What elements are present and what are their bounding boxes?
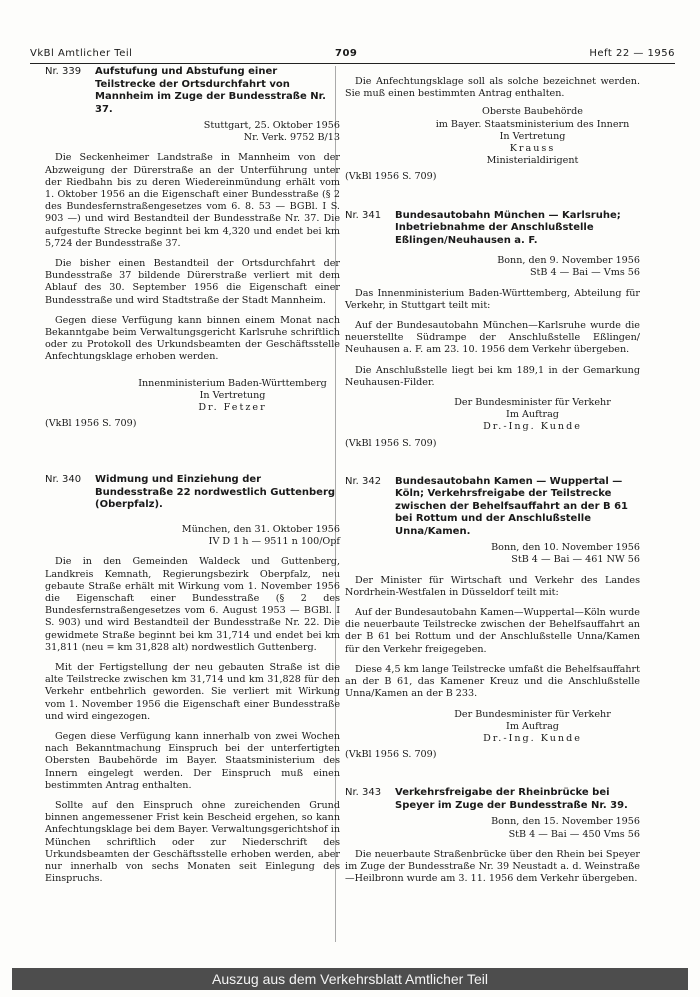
signature-name: Dr.-Ing. Kunde [483, 732, 582, 744]
article-number: Nr. 342 [345, 475, 382, 487]
article-339 [45, 66, 340, 430]
paragraph: Die Anfechtungsklage soll als solche bezeichnet werden. Sie muß einen bestimmten Antrag enthalten. [345, 76, 640, 100]
header-rule [30, 63, 675, 64]
article-number: Nr. 343 [345, 787, 382, 799]
header-journal: VkBl Amtlicher Teil [30, 48, 133, 59]
signature-capacity: Im Auftrag [506, 409, 559, 421]
paragraph: Gegen diese Verfügung kann innerhalb von zwei Wochen nach Bekanntmachung Einspruch bei der unterfertigten Obersten Baubehörde im Bayer. Staatsministerium des Innern eingelegt werden. Der Einspruch muß einen bestimmten Antrag enthalten. [45, 731, 340, 791]
paragraph: Sollte auf den Einspruch ohne zureichenden Grund binnen angemessener Frist kein Bescheid ergehen, so kann Anfechtungsklage bei dem Bayer. Verwaltungsgerichtshof in München schriftlich oder zur Niederschrift des Urkundsbeamten der Geschäftsstelle erhoben werden, aber nur innerhalb von sechs Monaten seit Einlegung des Einspruchs. [45, 800, 340, 885]
signature-authority: Oberste Baubehörde [482, 106, 583, 118]
article-heading [45, 474, 340, 512]
signature-capacity: In Vertretung [499, 130, 566, 142]
signature-capacity: In Vertretung [199, 389, 266, 401]
header-issue: Heft 22 — 1956 [589, 48, 675, 59]
signature-ministry: im Bayer. Staatsministerium des Innern [435, 118, 630, 130]
vkbl-citation: (VkBl 1956 S. 709) [45, 418, 137, 430]
vkbl-citation: (VkBl 1956 S. 709) [345, 171, 437, 183]
paragraph: Gegen diese Verfügung kann binnen einem Monat nach Bekanntgabe beim Verwaltungsgericht Karlsruhe schriftlich oder zu Protokoll des Urkundsbeamten der Geschäftsstelle Anfechtungsklage erhoben werden. [45, 314, 340, 363]
article-reference: IV D 1 h — 9511 n 100/Opf [208, 536, 340, 548]
paragraph: Auf der Bundesautobahn Kamen—Wuppertal—Köln wurde die neuerbaute Teilstrecke zwischen der Behelfsauffahrt an der B 61 bei Rottum und der Anschlußstelle Unna/Kamen für den Verkehr freigegeben. [345, 607, 640, 655]
article-place-date: Bonn, den 10. November 1956 [491, 542, 640, 554]
article-heading [345, 787, 640, 812]
signature-name: Krauss [509, 143, 556, 155]
right-column [345, 66, 640, 885]
page-header [30, 48, 675, 62]
article-reference: StB 4 — Bai — 461 NW 56 [511, 554, 640, 566]
article-reference: Nr. Verk. 9752 B/13 [243, 132, 340, 144]
article-place-date: Bonn, den 15. November 1956 [491, 816, 640, 828]
signature-name: Dr.-Ing. Kunde [483, 421, 582, 433]
article-title: Widmung und Einziehung der Bundesstraße 22 nordwestlich Guttenberg (Oberpfalz). [95, 474, 336, 511]
article-title: Bundesautobahn München — Karlsruhe; Inbetriebnahme der Anschlußstelle Eßlingen/Neuhausen a. F. [395, 209, 621, 246]
signature-authority: Der Bundesminister für Verkehr [454, 708, 611, 720]
paragraph: Die bisher einen Bestandteil der Ortsdurchfahrt der Bundesstraße 37 bildende Dürerstraße verliert mit dem Ablauf des 30. September 1956 die Eigenschaft einer Bundesstraße und wird Stadtstraße der Stadt Mannheim. [45, 258, 340, 306]
article-place-date: Stuttgart, 25. Oktober 1956 [203, 120, 340, 131]
article-heading [45, 66, 340, 116]
paragraph: Mit der Fertigstellung der neu gebauten Straße ist die alte Teilstrecke zwischen km 31,714 und km 31,828 für den Verkehr entbehrlich geworden. Sie verliert mit Wirkung vom 1. November 1956 die Eigenschaft einer Bundesstraße und wird eingezogen. [45, 662, 340, 722]
article-heading [345, 476, 640, 539]
paragraph: Die in den Gemeinden Waldeck und Guttenberg, Landkreis Kemnath, Regierungsbezirk Oberpfalz, neu gebaute Straße erhält mit Wirkung vom 1. November 1956 die Eigenschaft einer Bundesstraße (§ 2 des Bundesfernstraßengesetzes vom 6. August 1953 — BGBl. I S. 903) und wird Bestandteil der Bundesstraße Nr. 22. Die gewidmete Straße beginnt bei km 31,714 und endet bei km 31,811 (neu = km 31,828 alt) nordwestlich Guttenberg. [45, 556, 340, 653]
vkbl-citation: (VkBl 1956 S. 709) [345, 437, 437, 449]
signature-authority: Der Bundesminister für Verkehr [454, 396, 611, 408]
article-title: Bundesautobahn Kamen — Wuppertal — Köln; Verkehrsfreigabe der Teilstrecke zwischen der Behelfsauffahrt an der B 61 bei Rottum und der Anschlußstelle Unna/Kamen. [395, 475, 629, 537]
left-column [45, 66, 340, 885]
article-title: Verkehrsfreigabe der Rheinbrücke bei Speyer im Zuge der Bundesstraße Nr. 39. [395, 787, 628, 811]
article-341 [345, 210, 640, 450]
paragraph: Die neuerbaute Straßenbrücke über den Rhein bei Speyer im Zuge der Bundesstraße Nr. 39 Neustadt a. d. Weinstraße—Heilbronn wurde am 3. 11. 1956 dem Verkehr übergeben. [345, 848, 640, 885]
paragraph: Das Innenministerium Baden-Württemberg, Abteilung für Verkehr, in Stuttgart teilt mit: [345, 287, 640, 311]
paragraph: Diese 4,5 km lange Teilstrecke umfaßt die Behelfsauffahrt an der B 61, das Kamener Kreuz und die Anschlußstelle Unna/Kamen an der B 233. [345, 663, 640, 700]
signature-authority: Innenministerium Baden-Württemberg [138, 377, 327, 389]
paragraph: Die Seckenheimer Landstraße in Mannheim von der Abzweigung der Dürerstraße an der Unterführung unter der Riedbahn bis zu deren Wiedereinmündung erhält vom 1. Oktober 1956 an die Eigenschaft einer Bundesstraße (§ 2 des Bundesfernstraßengesetzes vom 6. 8. 53 — BGBl. I S. 903 —) und wird Bestandteil der Bundesstraße Nr. 37. Die aufgestufte Strecke beginnt bei km 4,320 und endet bei km 5,724 der Bundesstraße 37. [45, 152, 340, 249]
signature-capacity: Im Auftrag [506, 720, 559, 732]
footer-banner: Auszug aus dem Verkehrsblatt Amtlicher Teil [12, 968, 688, 990]
article-340-continued [345, 76, 640, 184]
paragraph: Der Minister für Wirtschaft und Verkehr des Landes Nordrhein-Westfalen in Düsseldorf teilt mit: [345, 574, 640, 598]
page-number: 709 [335, 48, 358, 59]
signature-name: Dr. Fetzer [198, 402, 267, 414]
article-reference: StB 4 — Bai — Vms 56 [529, 267, 640, 279]
article-title: Aufstufung und Abstufung einer Teilstrecke der Ortsdurchfahrt von Mannheim im Zuge der Bundesstraße Nr. 37. [95, 66, 326, 115]
article-reference: StB 4 — Bai — 450 Vms 56 [508, 828, 640, 840]
article-342 [345, 476, 640, 762]
vkbl-citation: (VkBl 1956 S. 709) [345, 749, 437, 761]
article-number: Nr. 341 [345, 209, 382, 221]
article-place-date: Bonn, den 9. November 1956 [497, 255, 640, 267]
article-number: Nr. 340 [45, 474, 82, 486]
article-number: Nr. 339 [45, 66, 82, 77]
signature-title: Ministerialdirigent [486, 155, 579, 167]
article-place-date: München, den 31. Oktober 1956 [181, 523, 340, 535]
paragraph: Auf der Bundesautobahn München—Karlsruhe wurde die neuerstellte Südrampe der Anschlußstelle Eßlingen/ Neuhausen a. F. am 23. 10. 1956 dem Verkehr übergeben. [345, 319, 640, 356]
article-343 [345, 787, 640, 885]
paragraph: Die Anschlußstelle liegt bei km 189,1 in der Gemarkung Neuhausen-Filder. [345, 364, 640, 388]
article-340 [45, 474, 340, 885]
article-heading [345, 210, 640, 248]
